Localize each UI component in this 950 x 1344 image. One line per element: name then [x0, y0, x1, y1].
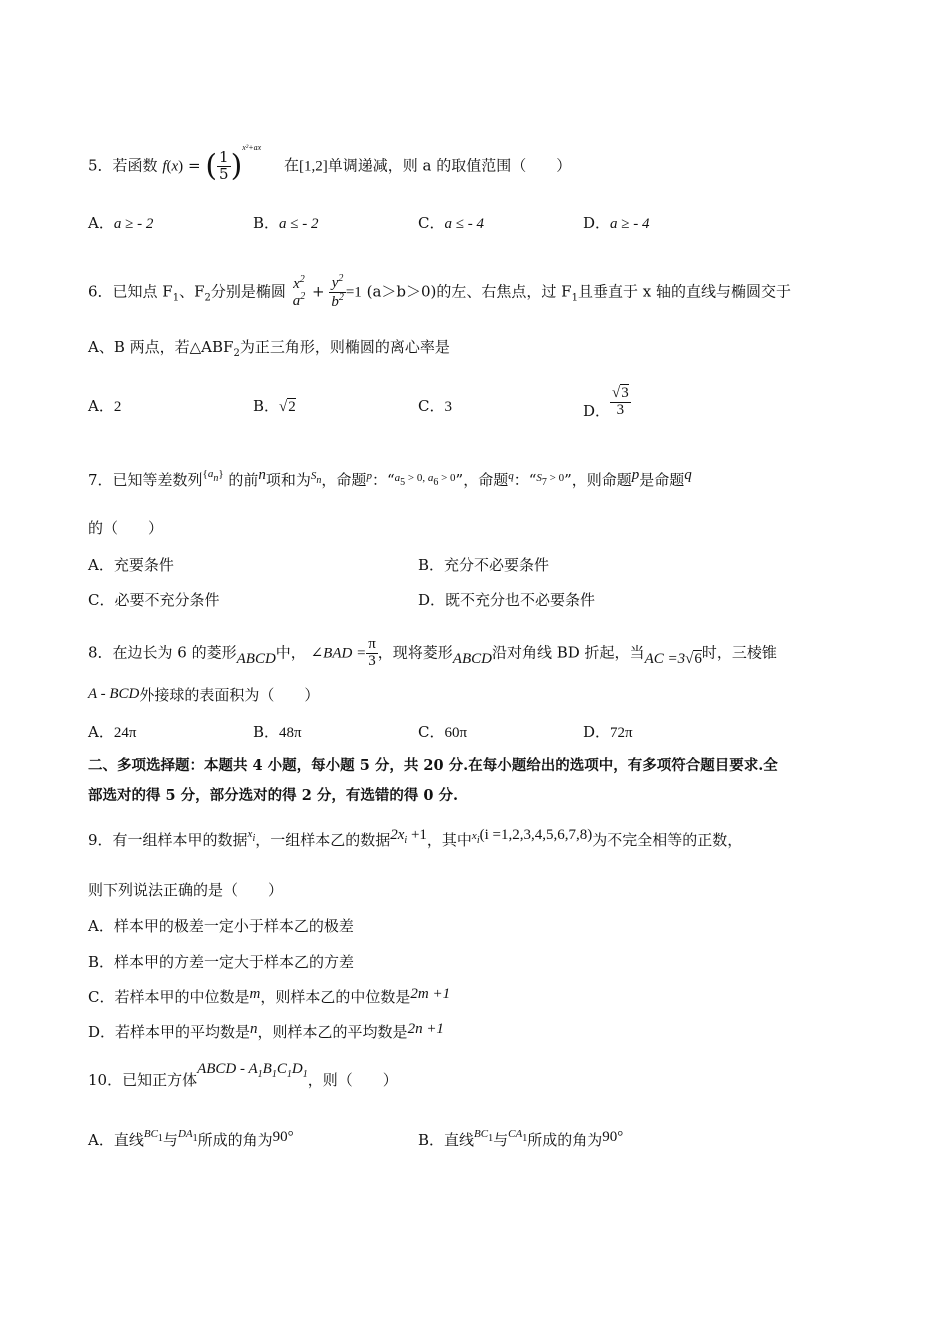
q5-fraction: $\frac{1}{5}$: [219, 148, 229, 183]
ellipse-x-term: $x^2$ $a^2$: [292, 273, 306, 310]
q6-option-c[interactable]: C．3: [418, 397, 452, 415]
q6-option-d[interactable]: D． $\frac{√3}{3}$: [583, 385, 629, 421]
question-9-line2: 则下列说法正确的是（ ）: [88, 881, 284, 899]
q7-option-d[interactable]: D．既不充分也不必要条件: [418, 591, 596, 609]
section-2-heading-line2: 部选对的得 5 分，部分选对的得 2 分，有选错的得 0 分.: [88, 787, 459, 804]
section-2-heading: 二、多项选择题：本题共 4 小题，每小题 5 分，共 20 分.在每小题给出的选项中，有多项符合题目要求.全: [88, 757, 778, 774]
question-9: 9．有一组样本甲的数据$^x_i$，一组样本乙的数据$2x_i +1$，其中$^x_i$(i =1,2,3,4,5,6,7,8)为不完全相等的正数，: [88, 827, 743, 849]
q9-option-a[interactable]: A．样本甲的极差一定小于样本乙的极差: [88, 917, 354, 935]
q5-stem: 5．若函数: [88, 156, 158, 175]
q9-option-d[interactable]: D．若样本甲的平均数是n，则样本乙的平均数是2n +1: [88, 1021, 444, 1041]
q9-option-b[interactable]: B．样本甲的方差一定大于样本乙的方差: [88, 953, 355, 971]
question-8-line2: A - BCD外接球的表面积为（ ）: [88, 686, 320, 704]
question-8: 8．在边长为 6 的菱形ABCD中， ∠BAD = $\frac{\pi}{3}$ ，现将菱形ABCD沿对角线 BD 折起，当AC =3√6时，三棱锥: [88, 636, 777, 669]
question-10: 10．已知正方体ABCD - $A_1B_1C_1D_1$，则（ ）: [88, 1061, 398, 1089]
q6-option-a[interactable]: A．2: [88, 397, 122, 415]
q8-option-c[interactable]: C．60π: [418, 723, 468, 741]
q5-option-c[interactable]: C．a ≤ - 4: [418, 214, 484, 232]
q10-option-a[interactable]: A．直线$^{BC}_1$与$^{DA}_1$所成的角为90°: [88, 1128, 294, 1149]
q8-option-d[interactable]: D．72π: [583, 723, 633, 741]
q10-option-b[interactable]: B．直线$^{BC}_1$与$^{CA}_1$所成的角为90°: [418, 1128, 624, 1149]
question-5: 5．若函数 f(x) = ( $\frac{1}{5}$ )$^{x^2+ax}$ 在[1,2]单调递减，则 a 的取值范围（ ）: [88, 143, 572, 184]
q8-option-b[interactable]: B．48π: [253, 723, 302, 741]
q8-option-a[interactable]: A．24π: [88, 723, 137, 741]
q6-option-b[interactable]: B．√2: [253, 397, 296, 415]
q5-option-d[interactable]: D．a ≥ - 4: [583, 214, 650, 232]
question-7: 7．已知等差数列$^{\{a}_n$} 的前n项和为$^S_n$，命题$^p$：“$^a_5$ $^{> 0,}$ $^a_6$ $^{> 0}$”，命题$^q$：“$^S_7$ $^{> 0}$”，则命题p是命题q: [88, 467, 692, 489]
question-6-line2: A、B 两点，若$\triangle ABF_2$为正三角形，则椭圆的离心率是: [88, 338, 450, 359]
q5-option-b[interactable]: B．a ≤ - 2: [253, 214, 319, 232]
question-7-line2: 的（ ）: [88, 519, 164, 537]
q7-option-c[interactable]: C．必要不充分条件: [88, 591, 220, 609]
q9-option-c[interactable]: C．若样本甲的中位数是m，则样本乙的中位数是2m +1: [88, 986, 451, 1006]
q7-option-b[interactable]: B．充分不必要条件: [418, 556, 550, 574]
q7-option-a[interactable]: A．充要条件: [88, 556, 174, 574]
q5-option-a[interactable]: A．a ≥ - 2: [88, 214, 154, 232]
ellipse-y-term: $\frac{y^2}{b^2}$: [331, 273, 344, 310]
question-6: 6．已知点 $F_1$、$F_2$分别是椭圆 $x^2$ $a^2$ + $\frac{y^2}{b^2}$ =1 (a＞b＞0)的左、右焦点，过 $F_1$且垂直于 x 轴的直线与椭圆交于: [88, 273, 791, 310]
